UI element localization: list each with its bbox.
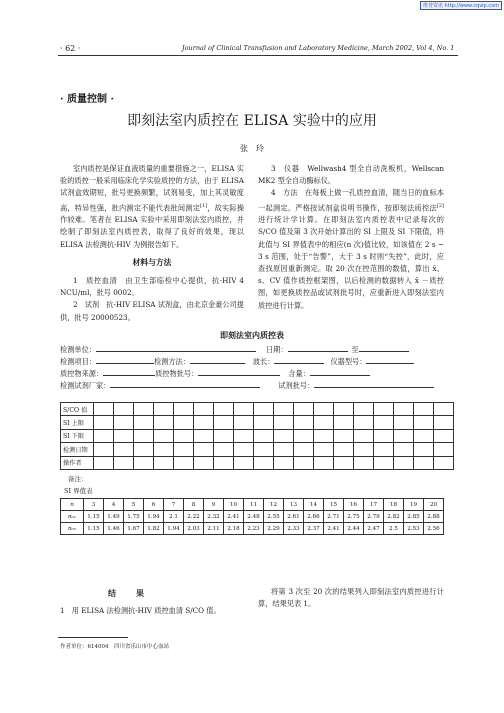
si-value-cell: 2.85 (404, 511, 424, 523)
qc-grid-cell (114, 443, 134, 456)
qc-grid-cell (334, 429, 354, 442)
si-value-cell: 1.46 (104, 523, 124, 535)
intro-paragraph: 室内质控是保证血液质量的重要措施之一，ELISA 实验的质控一般采用临床化学实验质控的方法，由于 ELISA 试剂盒效期短，批号更换频繁，试剂易变，加上其灵敏度高，特异性强，批内测定不能代表批间测定[1]，故实际操作较难。笔者在 ELISA 实验中采用即刻法室内质控，并绘制了即刻法室内质控表，取得了良好的效果，现以 ELISA 法检测抗-HIV 为例报告如下。 (60, 164, 244, 249)
si-header-cell: 19 (404, 499, 424, 511)
si-header-cell: 4 (104, 499, 124, 511)
right-column (258, 163, 444, 312)
qc-grid-cell (114, 456, 134, 469)
results-right-text: 将第 3 次至 20 次的结果列入即刻法室内质控进行计算，结果见表 1。 (258, 587, 444, 609)
qc-grid-cell (154, 429, 174, 442)
qc-grid-cell (234, 429, 254, 442)
qc-grid-cell (194, 443, 214, 456)
qc-grid-cell (214, 443, 234, 456)
qc-grid-cell (434, 456, 454, 469)
qc-grid-cell (374, 429, 394, 442)
qc-grid-cell (234, 456, 254, 469)
si-value-cell: 2.37 (304, 523, 324, 535)
qc-grid-cell (154, 443, 174, 456)
qc-grid-cell (374, 456, 394, 469)
qc-grid-cell (354, 416, 374, 429)
si-header-label: n (61, 499, 84, 511)
si-header-cell: 17 (364, 499, 384, 511)
si-value-cell: 1.67 (124, 523, 144, 535)
si-value-cell: 2.55 (264, 511, 284, 523)
si-value-cell: 2.66 (304, 511, 324, 523)
qc-grid-cell (234, 403, 254, 416)
qc-grid-cell (414, 403, 434, 416)
si-row (61, 511, 444, 523)
qc-grid-cell (354, 456, 374, 469)
si-value-cell: 2.44 (344, 523, 364, 535)
qc-grid-cell (174, 429, 194, 442)
qc-grid-cell (194, 403, 214, 416)
qc-grid-cell (94, 456, 114, 469)
si-header-cell: 15 (324, 499, 344, 511)
si-row (61, 523, 444, 535)
si-value-cell: 1.15 (84, 523, 104, 535)
qc-grid-cell (294, 403, 314, 416)
si-value-cell: 2.32 (204, 511, 224, 523)
qc-grid-cell (274, 456, 294, 469)
si-value-cell: 2.56 (424, 523, 444, 535)
materials-item-1: 1 质控血清 由卫生部临检中心提供，抗-HIV 4 NCU/ml，批号 0002。 (60, 276, 244, 298)
qc-grid-cell (414, 429, 434, 442)
si-value-cell: 2.61 (284, 511, 304, 523)
materials-item-2: 2 试剂 抗-HIV ELISA 试剂盒，由北京金豪公司提供，批号 20000523。 (60, 300, 244, 322)
qc-grid-cell (374, 443, 394, 456)
qc-grid-cell (274, 443, 294, 456)
note-label: 备注： (68, 475, 88, 483)
instrument-item: 3 仪器 Wellwash4 型全自动洗板机，Wellscan MK2 型全自动酶标仪。 (258, 164, 444, 186)
qc-grid-cell (334, 443, 354, 456)
qc-grid-cell (174, 416, 194, 429)
qc-grid-cell (374, 403, 394, 416)
si-header-cell: 13 (284, 499, 304, 511)
article-author: 张 玲 (240, 144, 264, 153)
si-header-cell: 6 (144, 499, 164, 511)
author-unit-footnote: 作者单位：614004 四川省乐山市中心血站 (60, 644, 169, 650)
si-table-label: SI 界值表 (64, 487, 93, 495)
qc-grid-cell (234, 416, 254, 429)
form-line-3: 质控物来源： 质控物批号： 含量： (60, 367, 370, 379)
si-row-label: n₀₁ (61, 511, 84, 523)
si-header-cell: 14 (304, 499, 324, 511)
si-value-cell: 2.33 (284, 523, 304, 535)
qc-grid-cell (394, 403, 414, 416)
si-header-cell: 10 (224, 499, 244, 511)
qc-grid-cell (214, 429, 234, 442)
si-header-cell: 11 (244, 499, 264, 511)
qc-grid-cell (354, 429, 374, 442)
qc-grid-cell (434, 416, 454, 429)
qc-grid-cell (154, 456, 174, 469)
form-line-4: 检测试剂厂家： 试剂批号： (60, 379, 434, 391)
qc-grid-row (61, 416, 454, 429)
si-value-cell: 2.23 (244, 523, 264, 535)
si-header-cell: 18 (384, 499, 404, 511)
qc-grid-cell (134, 416, 154, 429)
qc-grid-cell (134, 403, 154, 416)
materials-heading: 材料与方法 (132, 257, 172, 267)
qc-grid-cell (174, 403, 194, 416)
qc-grid-cell (114, 403, 134, 416)
page-number: · 62 · (60, 44, 81, 53)
qc-grid-cell (434, 403, 454, 416)
qc-grid-row-label: 检测日期 (61, 443, 94, 456)
qc-grid-cell (294, 456, 314, 469)
qc-grid-cell (94, 443, 114, 456)
qc-grid-cell (314, 456, 334, 469)
qc-grid-cell (94, 403, 114, 416)
qc-grid-cell (414, 443, 434, 456)
qc-grid-cell (294, 416, 314, 429)
watermark-stamp: 维普资讯 http://www.cqvip.com (420, 1, 502, 10)
qc-grid-row-label: SI 下限 (61, 429, 94, 442)
qc-grid-row (61, 456, 454, 469)
qc-grid-cell (254, 416, 274, 429)
qc-grid-cell (414, 416, 434, 429)
form-title: 即刻法室内质控表 (220, 330, 284, 340)
footnote-rule (58, 637, 128, 638)
si-value-cell: 1.82 (144, 523, 164, 535)
qc-grid-cell (94, 416, 114, 429)
si-header-cell: 20 (424, 499, 444, 511)
qc-grid-row-label: SI 上限 (61, 416, 94, 429)
qc-grid-cell (394, 429, 414, 442)
si-value-cell: 2.41 (324, 523, 344, 535)
si-value-cell: 1.94 (144, 511, 164, 523)
qc-grid-row-label: S/CO 值 (61, 403, 94, 416)
qc-record-grid (60, 402, 454, 470)
si-header-cell: 8 (184, 499, 204, 511)
qc-grid-cell (214, 416, 234, 429)
qc-grid-cell (334, 403, 354, 416)
form-line-1: 检测单位： 日期： 至 (60, 343, 409, 355)
si-value-cell: 1.75 (124, 511, 144, 523)
qc-grid-cell (394, 456, 414, 469)
si-value-cell: 2.41 (224, 511, 244, 523)
method-item: 4 方法 在每板上做一孔质控血清，随当日的血标本一起测定。严格按试剂盒说明书操作，按即刻法质控法[2]进行统计学计算。在即刻法室内质控表中记录每次的 S/CO 值及第 3 次开始计算出的 SI 上限及 SI 下限值，将此值与 SI 界值表中的相应(n 次)值比较，如该值在 2 s ~ 3 s 范围，处于“告警”，大于 3 s 时则“失控”，此时，应查找原因重新测定。取 20 次在控范围的数值，算出 x̄、s、CV 值作质控框架图，以后检测的数据转入 x̄ －质控图，如更换质控品或试剂批号时，应重新进入即刻法室内质控进行计算。 (258, 188, 444, 310)
qc-grid-cell (94, 429, 114, 442)
qc-grid-cell (394, 443, 414, 456)
qc-grid-cell (214, 403, 234, 416)
qc-grid-cell (274, 429, 294, 442)
qc-grid-cell (254, 403, 274, 416)
si-header-cell: 9 (204, 499, 224, 511)
qc-grid-cell (274, 416, 294, 429)
qc-grid-cell (394, 416, 414, 429)
si-value-cell: 2.71 (324, 511, 344, 523)
qc-grid-cell (154, 403, 174, 416)
qc-grid-cell (434, 429, 454, 442)
si-header-cell: 7 (164, 499, 184, 511)
si-value-cell: 2.1 (164, 511, 184, 523)
si-value-cell: 2.47 (364, 523, 384, 535)
si-header-cell: 16 (344, 499, 364, 511)
article-title: 即刻法室内质控在 ELISA 实验中的应用 (127, 113, 377, 129)
qc-grid-cell (434, 443, 454, 456)
si-header-row (61, 499, 444, 511)
qc-grid-cell (314, 429, 334, 442)
si-value-cell: 2.88 (424, 511, 444, 523)
qc-grid-cell (194, 429, 214, 442)
qc-grid-row (61, 429, 454, 442)
qc-grid-cell (334, 416, 354, 429)
qc-grid-cell (134, 456, 154, 469)
qc-grid-cell (314, 443, 334, 456)
qc-grid-cell (334, 456, 354, 469)
qc-grid-cell (114, 429, 134, 442)
si-value-cell: 2.22 (184, 511, 204, 523)
form-line-2: 检测项目： 检测方法： 波长： 仪器型号： (60, 355, 414, 367)
qc-grid-cell (194, 456, 214, 469)
qc-grid-row-label: 操作者 (61, 456, 94, 469)
qc-grid-cell (414, 456, 434, 469)
qc-grid-cell (314, 416, 334, 429)
si-value-cell: 2.29 (264, 523, 284, 535)
si-value-cell: 1.94 (164, 523, 184, 535)
qc-grid-cell (214, 456, 234, 469)
qc-grid-cell (374, 416, 394, 429)
qc-grid-cell (134, 429, 154, 442)
results-left-text: 1 用 ELISA 法检测抗-HIV 质控血清 S/CO 值。 (60, 606, 221, 615)
qc-grid-cell (174, 456, 194, 469)
section-label: · 质量控制 · (60, 94, 114, 105)
si-value-cell: 1.15 (84, 511, 104, 523)
running-title: Journal of Clinical Transfusion and Laboratory Medicine, March 2002, Vol 4, No. 1 (182, 44, 455, 52)
qc-grid-cell (354, 403, 374, 416)
si-value-cell: 2.11 (204, 523, 224, 535)
si-value-cell: 2.18 (224, 523, 244, 535)
left-column (60, 163, 244, 324)
qc-grid-row (61, 443, 454, 456)
qc-grid-cell (314, 403, 334, 416)
si-header-cell: 5 (124, 499, 144, 511)
qc-grid-cell (154, 416, 174, 429)
qc-grid-cell (254, 443, 274, 456)
qc-grid-cell (234, 443, 254, 456)
qc-grid-row (61, 403, 454, 416)
si-value-cell: 2.75 (344, 511, 364, 523)
results-heading: 结 果 (108, 588, 150, 598)
qc-grid-cell (294, 443, 314, 456)
si-value-cell: 2.48 (244, 511, 264, 523)
qc-grid-cell (254, 429, 274, 442)
qc-grid-cell (194, 416, 214, 429)
qc-grid-cell (114, 416, 134, 429)
si-value-cell: 2.5 (384, 523, 404, 535)
si-limit-table (60, 498, 444, 535)
si-value-cell: 2.82 (384, 511, 404, 523)
qc-grid-cell (134, 443, 154, 456)
qc-grid-cell (174, 443, 194, 456)
si-value-cell: 2.53 (404, 523, 424, 535)
si-value-cell: 2.03 (184, 523, 204, 535)
qc-grid-cell (294, 429, 314, 442)
qc-grid-cell (254, 456, 274, 469)
si-row-label: n₀₅ (61, 523, 84, 535)
si-value-cell: 1.49 (104, 511, 124, 523)
si-value-cell: 2.79 (364, 511, 384, 523)
header-rule (58, 55, 458, 56)
si-header-cell: 12 (264, 499, 284, 511)
si-header-cell: 3 (84, 499, 104, 511)
qc-grid-cell (274, 403, 294, 416)
qc-grid-cell (354, 443, 374, 456)
